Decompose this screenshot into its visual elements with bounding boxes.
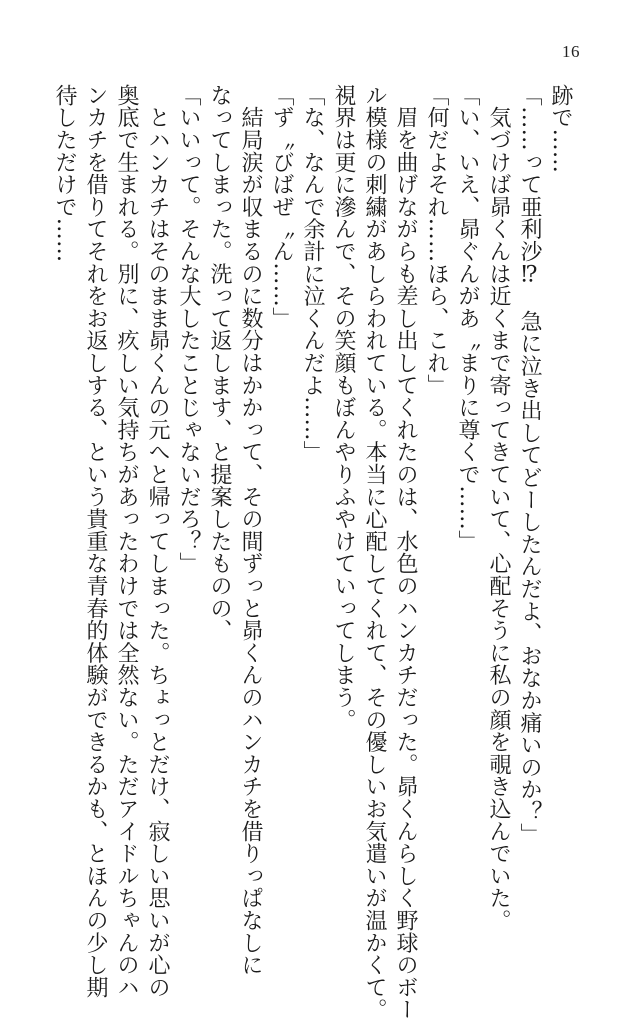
text-line: 跡で…… xyxy=(548,84,573,174)
text-line: なってしまった。洗って返します、と提案したものの、 xyxy=(207,84,232,642)
text-line: 「い、いえ、昴ぐんがあ〝まりに尊くで……」 xyxy=(455,84,480,553)
text-line: とハンカチはそのまま昴くんの元へと帰ってしまった。ちょっとだけ、寂しい思いが心の xyxy=(145,84,170,999)
text-line: 待しただけで…… xyxy=(52,84,77,263)
page-number: 16 xyxy=(562,42,580,61)
text-line: ンカチを借りてそれをお返しする、という貴重な青春的体験ができるかも、とほんの少し期 xyxy=(83,84,108,999)
text-line: 結局涙が収まるのに数分はかかって、その間ずっと昴くんのハンカチを借りっぱなしに xyxy=(238,84,263,976)
body-text xyxy=(49,84,576,1021)
text-line: 視界は更に滲んで、その笑顔もぼんやりふやけていってしまう。 xyxy=(331,84,356,731)
text-line: 「な、なんで余計に泣くんだよ……」 xyxy=(300,84,325,464)
text-line: 「ず〝びばぜ〝ん……」 xyxy=(269,84,294,330)
text-line: 「何だよそれ……ほら、これ」 xyxy=(424,84,449,397)
text-line: 奥底で生まれる。別に、疚しい気持ちがあったわけでは全然ない。ただアイドルちゃんのハ xyxy=(114,84,139,999)
text-line: 「……って亜利沙⁉ 急に泣き出してどーしたんだよ、おなか痛いのか？」 xyxy=(517,84,542,846)
text-line: 気づけば昴くんは近くまで寄ってきていて、心配そうに私の顔を覗き込んでいた。 xyxy=(486,84,511,932)
text-line: 眉を曲げながらも差し出してくれたのは、水色のハンカチだった。昴くんらしく野球のボー xyxy=(393,84,418,1021)
text-line: 「いいって。そんな大したことじゃないだろ？」 xyxy=(176,84,201,575)
text-line: ル模様の刺繍があしらわれている。本当に心配してくれて、その優しいお気遣いが温かくて。 xyxy=(362,84,387,1021)
